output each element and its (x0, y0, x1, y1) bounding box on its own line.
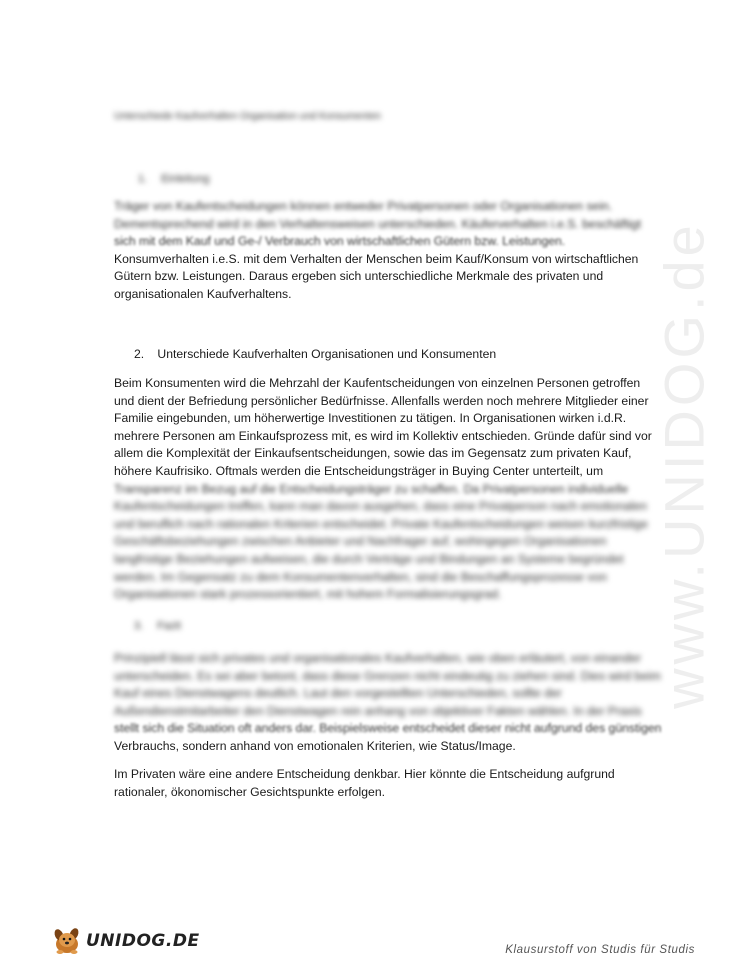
section-1-heading (138, 173, 209, 185)
text-line: und dient der Befriedung persönlicher Bedürfnisse. Allenfalls werden noch mehrere Mitglieder einer (114, 393, 649, 408)
text-line: langfristige Beziehungen aufweisen, die durch Verträge und Bindungen an Systeme begründet (114, 551, 624, 566)
text-line: Kauf eines Dienstwagens deutlich. Laut den vorgestellten Unterschieden, sollte der (114, 686, 562, 701)
text-line: Träger von Kaufentscheidungen können entweder Privatpersonen oder Organisationen sein. (114, 199, 613, 213)
footer-tagline: Klausurstoff von Studis für Studis (505, 944, 695, 956)
text-line: unterscheiden. Es sei aber betont, dass diese Grenzen nicht eindeutig zu ziehen sind. Dies wird beim (114, 668, 661, 683)
text-line: werden. Im Gegensatz zu dem Konsumentenverhalten, sind die Beschaffungsprozesse von (114, 569, 607, 584)
text-line: sich mit dem Kauf und Ge-/ Verbrauch von wirtschaftlichen Gütern bzw. Leistungen. (114, 234, 566, 249)
text-line: Beim Konsumenten wird die Mehrzahl der Kaufentscheidungen von einzelnen Personen getroffen (114, 376, 641, 390)
text-line: Im Privaten wäre eine andere Entscheidung denkbar. Hier könnte die Entscheidung aufgrund (114, 767, 615, 781)
text-line: Konsumverhalten i.e.S. mit dem Verhalten der Menschen beim Kauf/Konsum von wirtschaftlichen (114, 251, 639, 266)
section-2-paragraph (114, 375, 652, 604)
text-line: Dementsprechend wird in den Verhaltensweisen unterschieden. Käuferverhalten i.e.S. beschäftigt (114, 216, 642, 231)
section-1-number: 1. (138, 173, 148, 185)
text-line: Prinzipiell lässt sich privates und organisationales Kaufverhalten, wie oben erläutert, von einander (114, 651, 642, 665)
section-2-heading (134, 347, 496, 361)
text-line: Familie eingebunden, um höherwertige Investitionen zu tätigen. In Organisationen wirken i.d.R. (114, 411, 627, 426)
text-line: Verbrauchs, sondern anhand von emotionalen Kriterien, wie Status/Image. (114, 738, 516, 753)
section-1-title: Einleitung (161, 173, 210, 185)
text-line: allem die Komplexität der Einkaufsentscheidungen, sowie das im Gegensatz zum privaten Kauf, (114, 446, 632, 461)
text-line: mehrere Personen am Einkaufsprozess mit, es wird im Kollektiv entschieden. Gründe dafür sind vor (114, 428, 652, 443)
footer-logo[interactable] (50, 926, 200, 956)
section-3-title: Fazit (157, 620, 181, 632)
section-3-number: 3. (134, 620, 144, 632)
dog-mascot-icon (50, 926, 84, 956)
text-line: rationaler, ökonomischer Gesichtspunkte erfolgen. (114, 784, 385, 799)
section-1-paragraph (114, 198, 644, 304)
text-line: stellt sich die Situation oft anders dar. Beispielsweise entscheidet dieser nicht aufgrund des günstigen (114, 721, 662, 736)
text-line: Geschäftsbeziehungen zwischen Anbieter und Nachfrager auf, wohingegen Organisationen (114, 534, 607, 549)
closing-paragraph (114, 766, 644, 801)
text-line: höhere Kaufrisiko. Oftmals werden die Entscheidungsträger in Buying Center unterteilt, um (114, 463, 604, 478)
text-line: und beruflich nach rationalen Kriterien entscheidet. Private Kaufentscheidungen weisen kurzfristige (114, 516, 648, 531)
text-line: Gütern bzw. Leistungen. Daraus ergeben sich unterschiedliche Merkmale des privaten und (114, 269, 604, 284)
watermark: www.UNIDOG.de (652, 221, 716, 709)
logo-text: UNIDOG.DE (86, 931, 200, 951)
section-3-heading (134, 620, 181, 632)
text-line: Transparenz im Bezug auf die Entscheidungsträger zu schaffen. Da Privatpersonen individuelle (114, 481, 629, 496)
document-title: Unterschiede Kaufverhalten Organisation und Konsumenten (114, 111, 381, 122)
text-line: Außendienstmitarbeiter den Dienstwagen rein anhang von objektiver Fakten wählen. In der Praxis (114, 703, 642, 718)
section-2-title: Unterschiede Kaufverhalten Organisationen und Konsumenten (157, 347, 497, 361)
text-line: organisationalen Kaufverhaltens. (114, 286, 292, 301)
text-line: Kaufentscheidungen treffen, kann man davon ausgehen, dass eine Privatperson nach emotionalen (114, 499, 648, 514)
section-3-paragraph (114, 650, 662, 756)
section-2-number: 2. (134, 347, 145, 361)
text-line: Organisationen stark prozessorientiert, mit hohem Formalisierungsgrad. (114, 587, 502, 602)
